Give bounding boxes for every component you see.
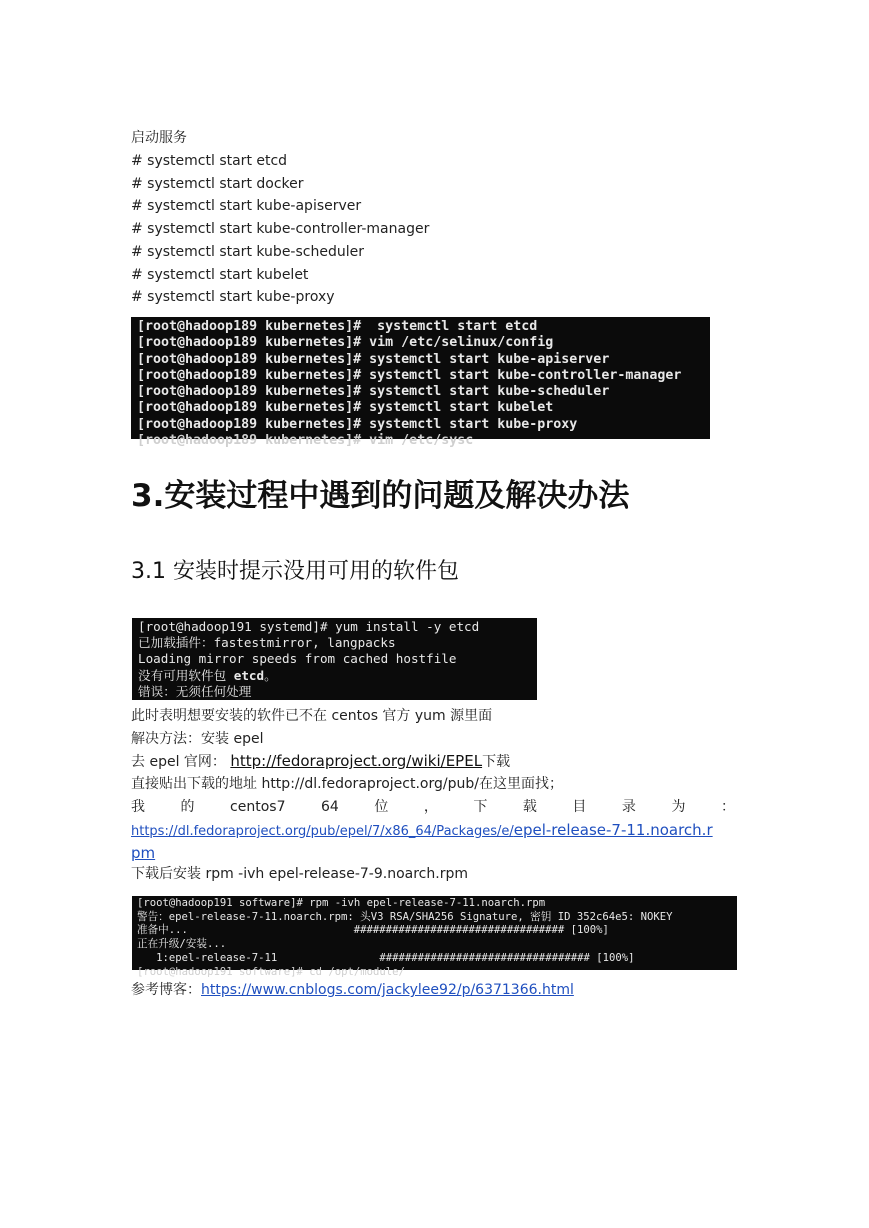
terminal-line: [root@hadoop189 kubernetes]# systemctl start kube-apiserver — [137, 351, 610, 367]
terminal-screenshot-yum-install — [132, 618, 537, 700]
command-line: # systemctl start kube-scheduler — [131, 244, 364, 260]
terminal-line: [root@hadoop189 kubernetes]# vim /etc/selinux/config — [137, 335, 554, 351]
paragraph: 解决方法：安装 epel — [131, 731, 264, 747]
word: 载 — [522, 799, 537, 815]
terminal-line: 准备中... ################################# [100%] — [137, 924, 609, 937]
command-line: # systemctl start kube-proxy — [131, 289, 335, 305]
terminal-line: 警告：epel-release-7-11.noarch.rpm: 头V3 RSA/SHA256 Signature, 密钥 ID 352c64e5: NOKEY — [137, 910, 673, 923]
word: 位 — [374, 799, 389, 815]
terminal-line: [root@hadoop191 software]# rpm -ivh epel-release-7-11.noarch.rpm — [137, 897, 546, 909]
word: 录 — [621, 799, 636, 815]
command-line: # systemctl start kube-apiserver — [131, 198, 362, 214]
word: 目 — [572, 799, 587, 815]
terminal-text: 没有可用软件包 — [138, 667, 234, 683]
word: 为 — [671, 799, 686, 815]
word: ， — [423, 799, 438, 815]
start-services-label: 启动服务 — [131, 130, 187, 146]
terminal-bold-text: etcd — [233, 667, 265, 683]
terminal-line: [root@hadoop189 kubernetes]# systemctl start etcd — [137, 319, 538, 334]
word: 我 — [131, 799, 145, 815]
terminal-line: [root@hadoop191 systemd]# yum install -y etcd — [138, 619, 480, 634]
terminal-line-cut: [root@hadoop189 kubernetes]# vim /etc/sysc — [137, 433, 474, 449]
section-heading: 3.安装过程中遇到的问题及解决办法 — [131, 478, 630, 514]
command-line: # systemctl start kube-controller-manager — [131, 221, 430, 237]
terminal-line: [root@hadoop189 kubernetes]# systemctl start kube-scheduler — [137, 384, 610, 400]
paragraph-text: 去 epel 官网： — [131, 754, 226, 770]
reference-blog-link[interactable]: https://www.cnblogs.com/jackylee92/p/6371366.html — [201, 982, 574, 998]
terminal-line: [root@hadoop189 kubernetes]# systemctl start kube-controller-manager — [137, 367, 682, 383]
reference-line — [131, 980, 574, 1000]
terminal-line: [root@hadoop189 kubernetes]# systemctl start kube-proxy — [137, 416, 578, 432]
epel-rpm-link-cont[interactable]: pm — [131, 844, 156, 862]
epel-wiki-link[interactable]: http://fedoraproject.org/wiki/EPEL — [230, 752, 483, 770]
terminal-line: [root@hadoop189 kubernetes]# systemctl start kubelet — [137, 400, 554, 416]
word: centos7 — [230, 799, 286, 815]
terminal-line: 已加载插件：fastestmirror, langpacks — [138, 635, 396, 651]
terminal-line-cut: [root@hadoop191 software]# cd /opt/module/ — [137, 965, 405, 978]
terminal-line: 正在升级/安装... — [137, 938, 227, 951]
command-line: # systemctl start docker — [131, 176, 304, 192]
terminal-screenshot-start-services — [131, 317, 710, 449]
paragraph — [131, 751, 510, 772]
epel-packages-link[interactable]: https://dl.fedoraproject.org/pub/epel/7/x86_64/Packages/e/ — [131, 824, 514, 839]
terminal-line: Loading mirror speeds from cached hostfile — [138, 651, 457, 667]
subsection-heading: 3.1 安装时提示没用可用的软件包 — [131, 559, 459, 584]
reference-label: 参考博客： — [131, 982, 201, 998]
terminal-line — [132, 668, 537, 684]
terminal-line: 1:epel-release-7-11 ################################# [100%] — [137, 951, 635, 964]
word: 的 — [180, 799, 195, 815]
paragraph: 下载后安装 rpm -ivh epel-release-7-9.noarch.rpm — [131, 866, 468, 882]
paragraph: 直接贴出下载的地址 http://dl.fedoraproject.org/pub/在这里面找； — [131, 776, 563, 792]
word: ： — [720, 799, 735, 815]
justified-paragraph — [131, 797, 735, 817]
download-url-line — [131, 820, 713, 842]
terminal-screenshot-rpm-install — [132, 896, 737, 978]
paragraph-text: 下载 — [482, 754, 511, 770]
word: 64 — [321, 799, 339, 815]
paragraph: 此时表明想要安装的软件已不在 centos 官方 yum 源里面 — [131, 708, 493, 724]
word: 下 — [473, 799, 488, 815]
command-line: # systemctl start kubelet — [131, 267, 309, 283]
download-url-line-cont — [131, 843, 155, 864]
terminal-text: 。 — [264, 667, 277, 683]
command-line: # systemctl start etcd — [131, 153, 288, 169]
epel-rpm-link[interactable]: epel-release-7-11.noarch.r — [513, 821, 713, 839]
terminal-line: 错误：无须任何处理 — [138, 683, 252, 699]
